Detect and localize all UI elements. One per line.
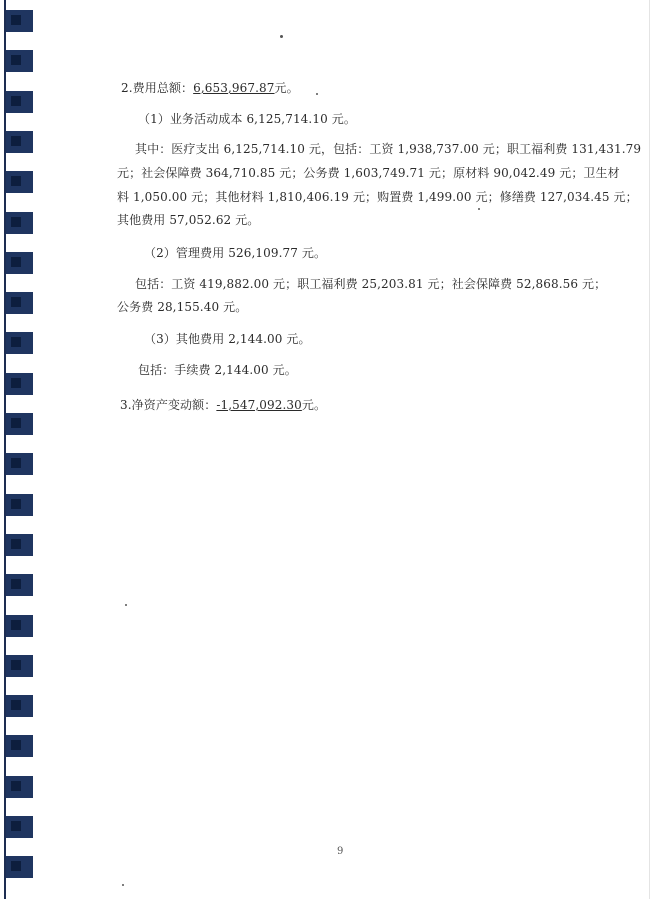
net-asset-change-unit: 元。 xyxy=(301,398,327,412)
page-number: 9 xyxy=(337,846,344,857)
binding-hole xyxy=(6,50,33,72)
binding-hole xyxy=(6,373,33,395)
binding-hole xyxy=(6,615,33,637)
scan-speck xyxy=(122,884,124,886)
expense-total-unit: 元。 xyxy=(274,81,299,95)
binding-hole xyxy=(6,10,33,32)
expense-total-label: 2.费用总额： xyxy=(121,81,194,95)
spiral-binding xyxy=(0,0,40,899)
expense-total-value: 6,653,967.87 xyxy=(193,81,275,95)
net-asset-change-label: 3.净资产变动额： xyxy=(120,398,217,412)
scan-speck xyxy=(478,208,480,210)
business-cost-detail-1: 其中：医疗支出 6,125,714.10 元，包括：工资 1,938,737.00 元；职工福利费 131,431.79 xyxy=(135,142,642,156)
binding-hole xyxy=(6,252,33,274)
binding-hole xyxy=(6,212,33,234)
business-cost-detail-3: 料 1,050.00 元；其他材料 1,810,406.19 元；购置费 1,499.00 元；修缮费 127,034.45 元； xyxy=(117,190,638,204)
business-cost-heading: （1）业务活动成本 6,125,714.10 元。 xyxy=(138,112,356,126)
binding-hole xyxy=(6,292,33,314)
admin-cost-detail-2: 公务费 28,155.40 元。 xyxy=(117,300,248,314)
binding-hole xyxy=(6,816,33,838)
binding-hole xyxy=(6,534,33,556)
net-asset-change-line xyxy=(120,397,326,413)
scan-speck xyxy=(316,93,318,95)
business-cost-detail-4: 其他费用 57,052.62 元。 xyxy=(117,213,260,227)
binding-hole xyxy=(6,856,33,878)
binding-hole xyxy=(6,735,33,757)
binding-hole xyxy=(6,494,33,516)
other-cost-heading: （3）其他费用 2,144.00 元。 xyxy=(144,332,311,346)
binding-hole xyxy=(6,413,33,435)
admin-cost-heading: （2）管理费用 526,109.77 元。 xyxy=(144,246,327,260)
binding-hole xyxy=(6,695,33,717)
admin-cost-detail-1: 包括：工资 419,882.00 元；职工福利费 25,203.81 元；社会保障费 52,868.56 元； xyxy=(135,277,607,291)
expense-total-line xyxy=(121,80,299,96)
net-asset-change-value: -1,547,092.30 xyxy=(216,398,302,412)
scan-speck xyxy=(125,604,127,606)
binding-hole xyxy=(6,574,33,596)
business-cost-detail-2: 元；社会保障费 364,710.85 元；公务费 1,603,749.71 元；原材料 90,042.49 元；卫生材 xyxy=(117,166,620,180)
binding-hole xyxy=(6,91,33,113)
binding-hole xyxy=(6,131,33,153)
page-edge xyxy=(649,0,650,899)
binding-hole xyxy=(6,171,33,193)
other-cost-detail: 包括：手续费 2,144.00 元。 xyxy=(138,363,297,377)
binding-hole xyxy=(6,332,33,354)
binding-hole xyxy=(6,655,33,677)
binding-hole xyxy=(6,453,33,475)
scan-speck xyxy=(280,35,283,38)
binding-hole xyxy=(6,776,33,798)
